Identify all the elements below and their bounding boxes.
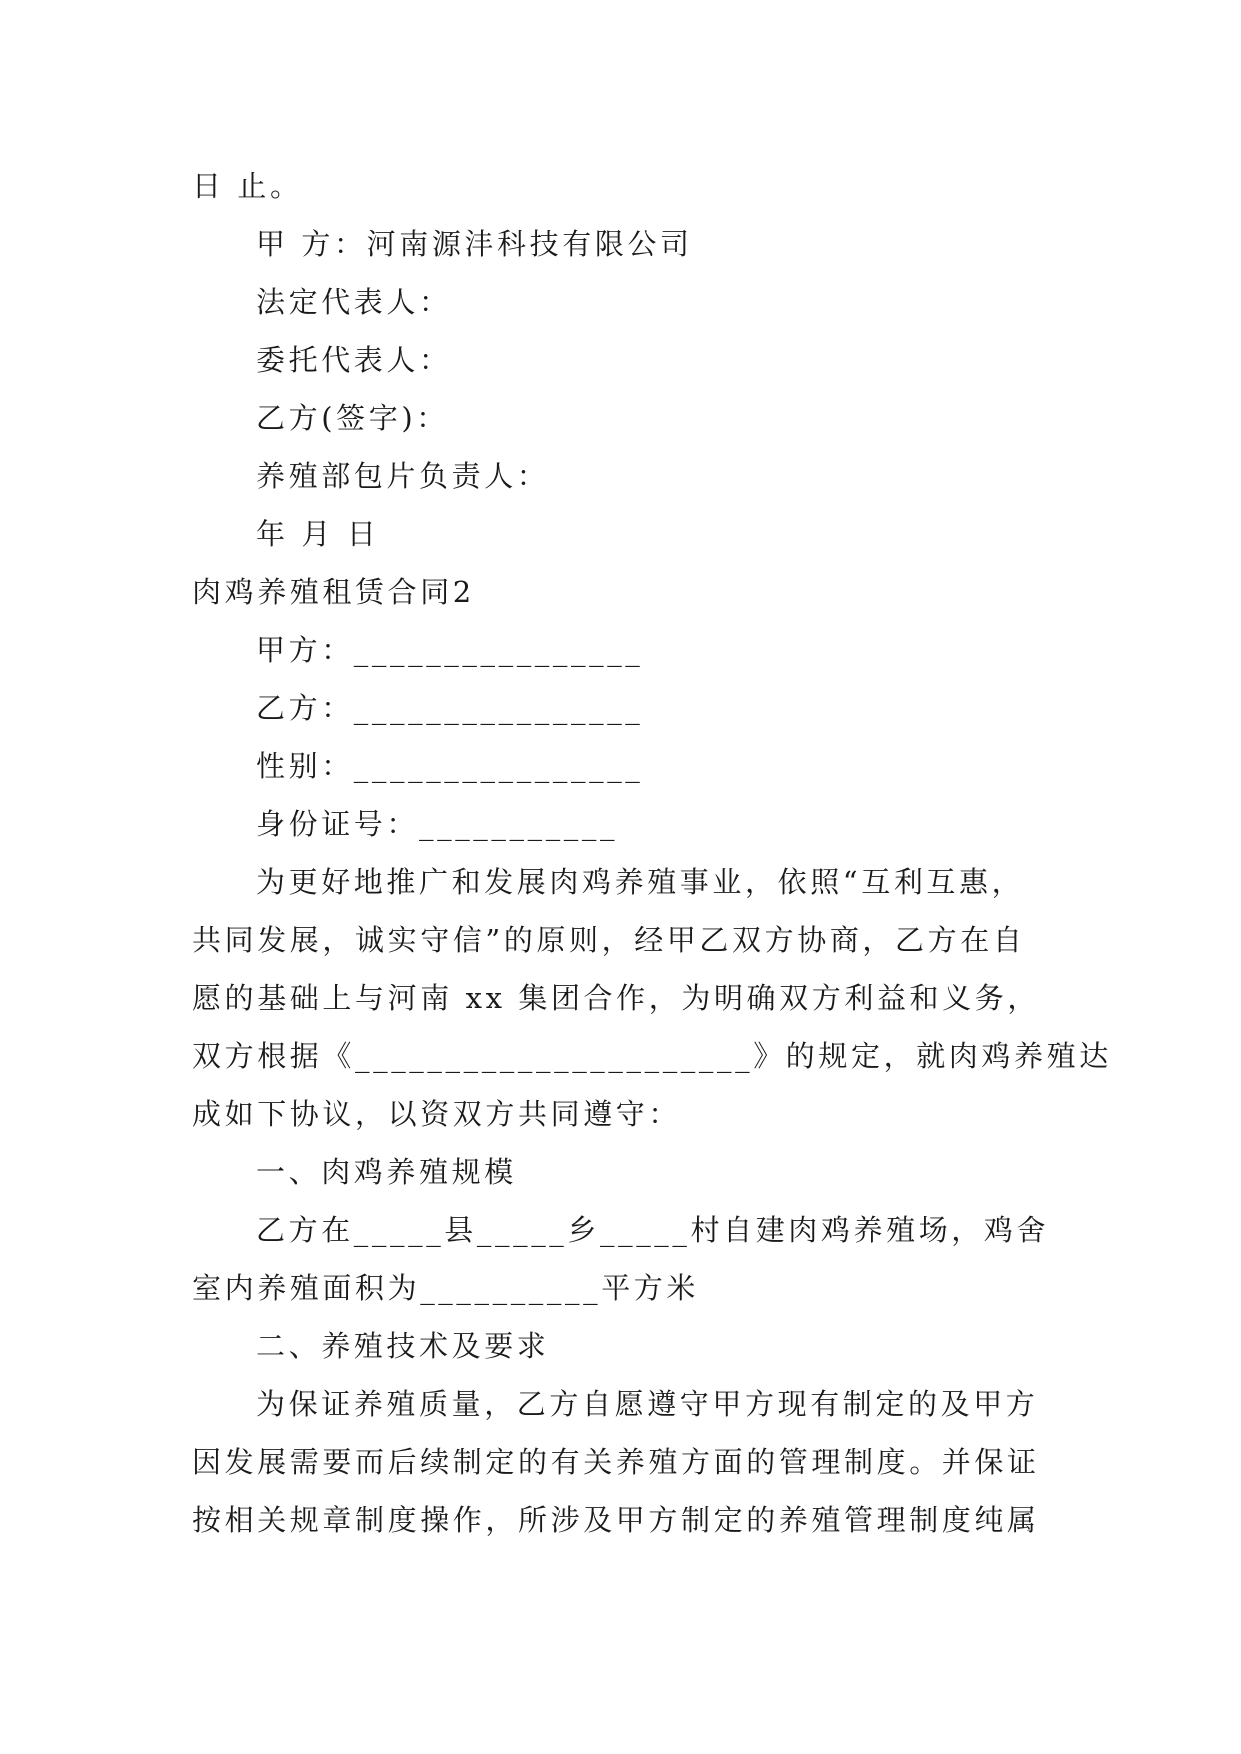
paragraph-line: 为保证养殖质量，乙方自愿遵守甲方现有制定的及甲方 — [256, 1387, 1039, 1421]
section-heading: 二、养殖技术及要求 — [256, 1329, 550, 1363]
paragraph-line: 成如下协议，以资双方共同遵守： — [192, 1097, 682, 1131]
section-heading: 一、肉鸡养殖规模 — [256, 1155, 517, 1189]
paragraph-line: 因发展需要而后续制定的有关养殖方面的管理制度。并保证 — [192, 1445, 1040, 1479]
paragraph-line: 共同发展，诚实守信”的原则，经甲乙双方协商，乙方在自 — [192, 923, 1026, 957]
breeding-supervisor-line: 养殖部包片负责人： — [256, 459, 550, 493]
contract-title: 肉鸡养殖租赁合同2 — [192, 575, 475, 609]
paragraph-line: 双方根据《______________________》的规定，就肉鸡养殖达 — [192, 1039, 1112, 1073]
paragraph-line: 为更好地推广和发展肉鸡养殖事业，依照“互利互惠， — [256, 865, 1025, 899]
date-line: 年 月 日 — [256, 517, 380, 551]
party-a-line: 甲 方：河南源沣科技有限公司 — [256, 227, 693, 261]
paragraph-line: 室内养殖面积为__________平方米 — [192, 1271, 700, 1305]
paragraph-line: 愿的基础上与河南 xx 集团合作，为明确双方利益和义务， — [192, 981, 1040, 1015]
party-b-signature-line: 乙方(签字)： — [256, 401, 449, 435]
authorized-representative-line: 委托代表人： — [256, 343, 452, 377]
text-line: 日 止。 — [192, 169, 303, 203]
party-b-field: 乙方：________________ — [256, 691, 644, 725]
paragraph-line: 按相关规章制度操作，所涉及甲方制定的养殖管理制度纯属 — [192, 1503, 1040, 1537]
legal-representative-line: 法定代表人： — [256, 285, 452, 319]
paragraph-line: 乙方在_____县_____乡_____村自建肉鸡养殖场，鸡舍 — [256, 1213, 1050, 1247]
gender-field: 性别：________________ — [256, 749, 644, 783]
id-number-field: 身份证号：___________ — [256, 807, 619, 841]
party-a-field: 甲方：________________ — [256, 633, 644, 667]
